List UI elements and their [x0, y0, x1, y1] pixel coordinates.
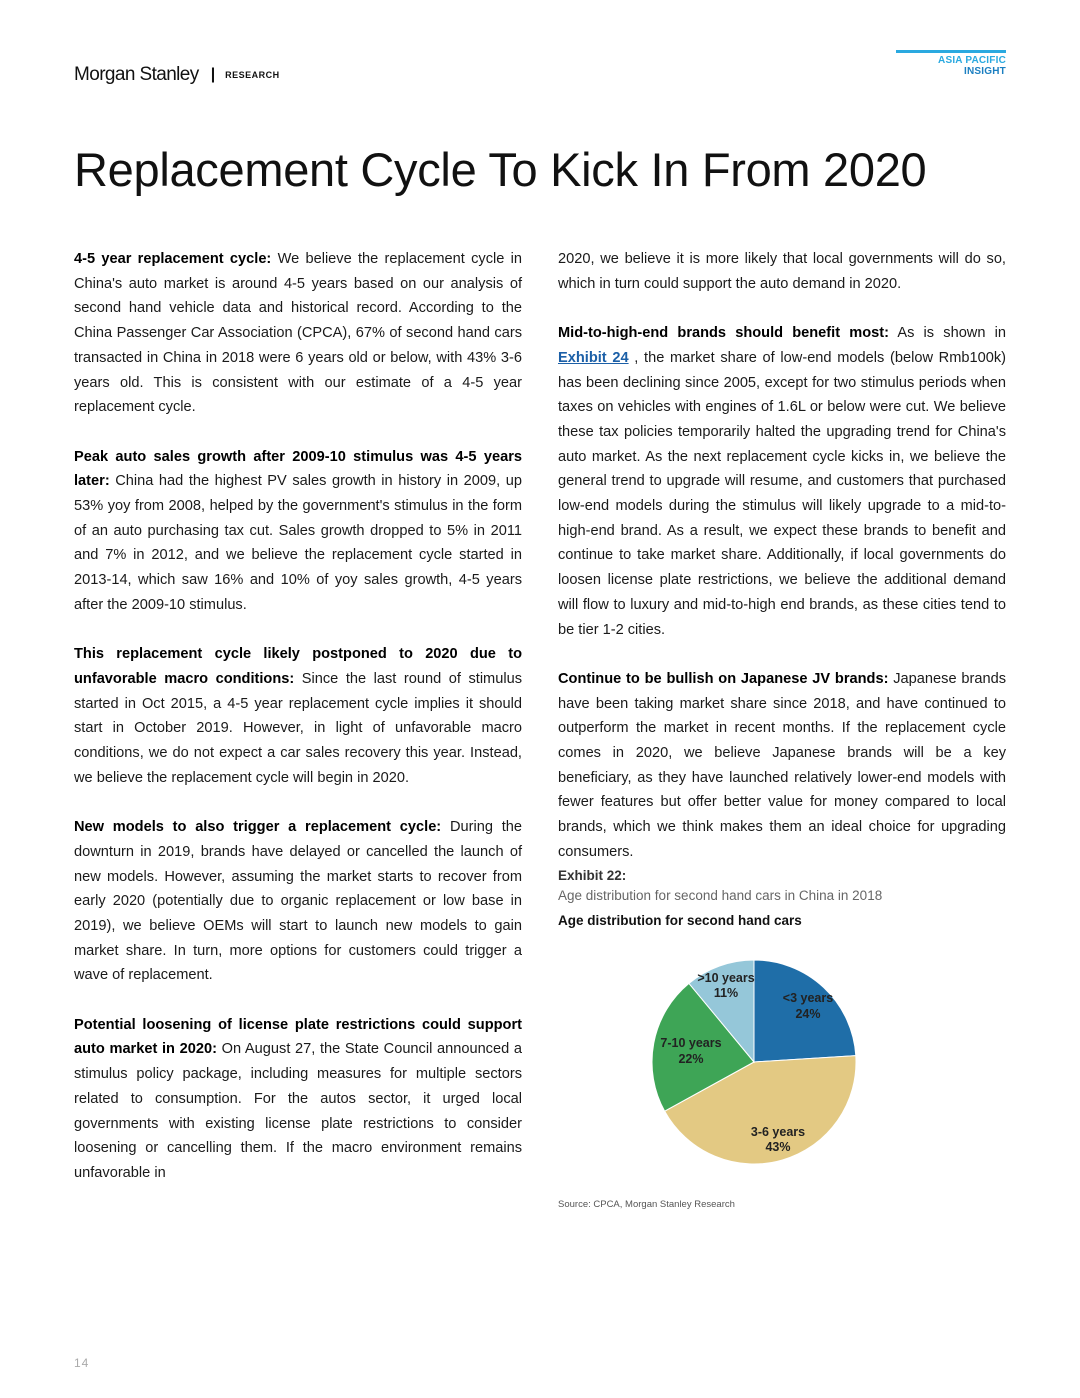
badge-suffix: INSIGHT: [964, 66, 1006, 77]
paragraph-postponed: [74, 642, 522, 790]
paragraph-heading: 4-5 year replacement cycle:: [74, 251, 272, 267]
paragraph-peak-sales: [74, 445, 522, 618]
paragraph-heading: Peak auto sales growth after 2009-10 stimulus was 4-5 years later:: [74, 448, 522, 490]
slice-category-label: <3 years: [782, 991, 834, 1005]
right-column: [558, 247, 1006, 889]
paragraph-heading: Mid-to-high-end brands should benefit most:: [558, 325, 889, 342]
brand-name: Morgan Stanley: [74, 64, 199, 85]
slice-value-label: 43%: [765, 1140, 791, 1154]
badge-bar: [896, 50, 1006, 53]
slice-value-label: 11%: [713, 986, 739, 1000]
slice-category-label: 3-6 years: [750, 1125, 806, 1139]
paragraph-body: On August 27, the State Council announced a stimulus policy package, including measures for multiple sectors related to consumption. For the autos sector, it urged local governments with existing license plate restrictions to consider loosening or cancelling them. If the macro environment remains unfavorable in: [74, 1041, 522, 1181]
exhibit-source: Source: CPCA, Morgan Stanley Research: [558, 1199, 735, 1210]
left-column: [74, 247, 522, 1210]
slice-category-label: 7-10 years: [660, 1036, 722, 1050]
chart-title: Age distribution for second hand cars: [558, 913, 802, 928]
paragraph-license-plate: [74, 1013, 522, 1186]
paragraph-mid-high-end: [558, 321, 1006, 642]
paragraph-body: We believe the replacement cycle in China's auto market is around 4-5 years based on our analysis of second hand vehicle data and historical record. According to the China Passenger Car Association (CPCA), 67% of second hand cars transacted in China in 2018 were 6 years old or below, with 43% 3-6 years old. This is consistent with our estimate of a 4-5 year replacement cycle.: [74, 251, 522, 416]
exhibit-caption: Age distribution for second hand cars in China in 2018: [558, 888, 883, 903]
paragraph-heading: This replacement cycle likely postponed to 2020 due to unfavorable macro conditions:: [74, 646, 522, 687]
paragraph-continuation: 2020, we believe it is more likely that local governments will do so, which in turn could support the auto demand in 2020.: [558, 251, 1006, 292]
paragraph-body: China had the highest PV sales growth in history in 2009, up 53% yoy from 2008, helped by the government's stimulus in the form of an auto purchasing tax cut. Sales growth dropped to 5% in 2011 and 7% in 2012, and we believe the replacement cycle started in 2013-14, which saw 16% and 10% of yoy sales growth, 4-5 years after the 2009-10 stimulus.: [74, 473, 522, 613]
section-label: RESEARCH: [225, 70, 280, 80]
publication-badge: [896, 50, 1006, 77]
pie-chart: [558, 948, 918, 1178]
paragraph-japanese-jv: [558, 667, 1006, 865]
slice-category-label: >10 years: [697, 971, 755, 985]
header-logo: [74, 64, 280, 86]
slice-value-label: 22%: [678, 1052, 704, 1066]
slice-value-label: 24%: [795, 1007, 821, 1021]
paragraph-replacement-cycle: [74, 247, 522, 420]
badge-prefix: ASIA PACIFIC: [938, 55, 1006, 66]
page-number: 14: [74, 1356, 90, 1370]
badge-label: [896, 55, 1006, 77]
paragraph-new-models: [74, 815, 522, 988]
exhibit-label: Exhibit 22:: [558, 868, 627, 883]
page-title: Replacement Cycle To Kick In From 2020: [74, 143, 927, 196]
paragraph-heading: Potential loosening of license plate restrictions could support auto market in 2020:: [74, 1016, 522, 1058]
paragraph-body: As is shown in: [888, 325, 1006, 342]
paragraph-body: Japanese brands have been taking market share since 2018, and have continued to outperform the market in recent months. If the replacement cycle comes in 2020, we believe Japanese brands will be a key beneficiary, as they have launched relatively lower-end models with fewer features but offer better value for money compared to local brands, which we think makes them an ideal choice for upgrading consumers.: [558, 670, 1006, 860]
paragraph-body: , the market share of low-end models (below Rmb100k) has been declining since 2005, except for two stimulus periods when taxes on vehicles with engines of 1.6L or below were cut. We believe these tax policies temporarily halted the upgrading trend for China's auto market. As the next replacement cycle kicks in, we believe the general trend to upgrade will resume, and customers that purchased low-end models during the stimulus will likely upgrade to a mid-to-high-end brand. As a result, we expect these brands to benefit and continue to take market share. Additionally, if local governments do loosen license plate restrictions, we believe the additional demand will flow to luxury and mid-to-high end brands, as these cities tend to be tier 1-2 cities.: [558, 349, 1007, 638]
exhibit-header: [558, 868, 1006, 928]
paragraph-heading: New models to also trigger a replacement cycle:: [74, 819, 442, 836]
paragraph-heading: Continue to be bullish on Japanese JV brands:: [558, 670, 889, 687]
paragraph-body: Since the last round of stimulus started in Oct 2015, a 4-5 year replacement cycle implies it should start in October 2019. However, in light of unfavorable macro conditions, we do not expect a car sales recovery this year. Instead, we believe the replacement cycle will begin in 2020.: [74, 670, 522, 786]
header-separator: |: [210, 66, 216, 83]
exhibit-24-link[interactable]: Exhibit 24: [558, 349, 629, 366]
paragraph-body: During the downturn in 2019, brands have delayed or cancelled the launch of new models. However, assuming the market starts to recover from early 2020 (potentially due to organic replacement or low base in 2019), we believe OEMs will start to launch new models to gain market share. In turn, more options for customers could trigger a wave of replacement.: [74, 819, 522, 984]
